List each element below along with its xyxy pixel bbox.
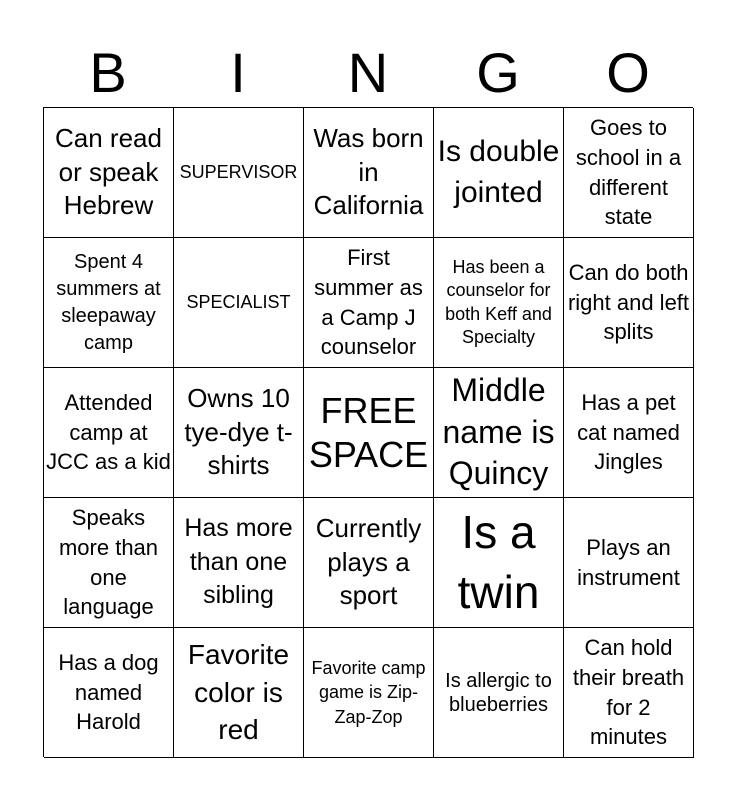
cell-text: Goes to school in a different state: [575, 115, 682, 230]
cell-text: FREE SPACE: [308, 390, 429, 475]
bingo-cell[interactable]: [304, 238, 434, 368]
cell-text: Has a dog named Harold: [58, 649, 159, 735]
bingo-cell[interactable]: [174, 498, 304, 628]
cell-text: SUPERVISOR: [179, 161, 298, 182]
bingo-cell[interactable]: [174, 238, 304, 368]
cell-text: Attended camp at JCC as a kid: [46, 389, 171, 475]
cell-text: Is allergic to blueberries: [445, 669, 552, 716]
cell-text: Can hold their breath for 2 minutes: [572, 635, 685, 750]
bingo-board: [43, 107, 693, 757]
bingo-cell[interactable]: [44, 368, 174, 498]
cell-text: Can read or speak Hebrew: [55, 122, 162, 221]
bingo-cell[interactable]: [564, 368, 694, 498]
bingo-cell[interactable]: [44, 108, 174, 238]
bingo-cell[interactable]: [304, 498, 434, 628]
cell-text: SPECIALIST: [186, 291, 291, 312]
bingo-cell[interactable]: [44, 238, 174, 368]
cell-text: Middle name is Quincy: [442, 372, 555, 492]
cell-text: Was born in California: [313, 122, 424, 221]
bingo-cell[interactable]: [564, 628, 694, 758]
bingo-cell[interactable]: [304, 108, 434, 238]
cell-text: Favorite camp game is Zip-Zap-Zop: [311, 658, 426, 727]
header-letter-i: I: [230, 41, 246, 104]
bingo-cell[interactable]: [174, 368, 304, 498]
cell-text: Can do both right and left splits: [567, 259, 690, 345]
bingo-cell[interactable]: [44, 498, 174, 628]
cell-text: Has more than one sibling: [184, 513, 293, 610]
cell-text: Is a twin: [457, 505, 540, 618]
bingo-cell[interactable]: [434, 628, 564, 758]
bingo-cell[interactable]: [564, 498, 694, 628]
cell-text: Has a pet cat named Jingles: [577, 389, 680, 475]
bingo-cell[interactable]: [434, 108, 564, 238]
header-letter-g: G: [476, 41, 520, 104]
cell-text: Has been a counselor for both Keff and Specialty: [445, 256, 552, 347]
cell-text: Favorite color is red: [187, 638, 290, 746]
cell-text: Plays an instrument: [577, 534, 680, 590]
header-letter-n: N: [347, 41, 389, 104]
header-letter-o: O: [606, 41, 650, 104]
bingo-cell free-space[interactable]: [304, 368, 434, 498]
cell-text: Owns 10 tye-dye t-shirts: [184, 382, 293, 481]
header-letter-b: B: [89, 41, 127, 104]
bingo-cell[interactable]: [174, 628, 304, 758]
bingo-cell[interactable]: [434, 498, 564, 628]
bingo-cell[interactable]: [564, 108, 694, 238]
bingo-cell[interactable]: [304, 628, 434, 758]
bingo-cell[interactable]: [44, 628, 174, 758]
cell-text: Is double jointed: [437, 135, 560, 209]
cell-text: Speaks more than one language: [58, 505, 159, 620]
bingo-cell[interactable]: [174, 108, 304, 238]
bingo-cell[interactable]: [434, 368, 564, 498]
bingo-header: [43, 40, 693, 106]
bingo-cell[interactable]: [564, 238, 694, 368]
cell-text: First summer as a Camp J counselor: [314, 245, 423, 360]
cell-text: Spent 4 summers at sleepaway camp: [56, 250, 161, 354]
bingo-cell[interactable]: [434, 238, 564, 368]
cell-text: Currently plays a sport: [315, 512, 422, 611]
